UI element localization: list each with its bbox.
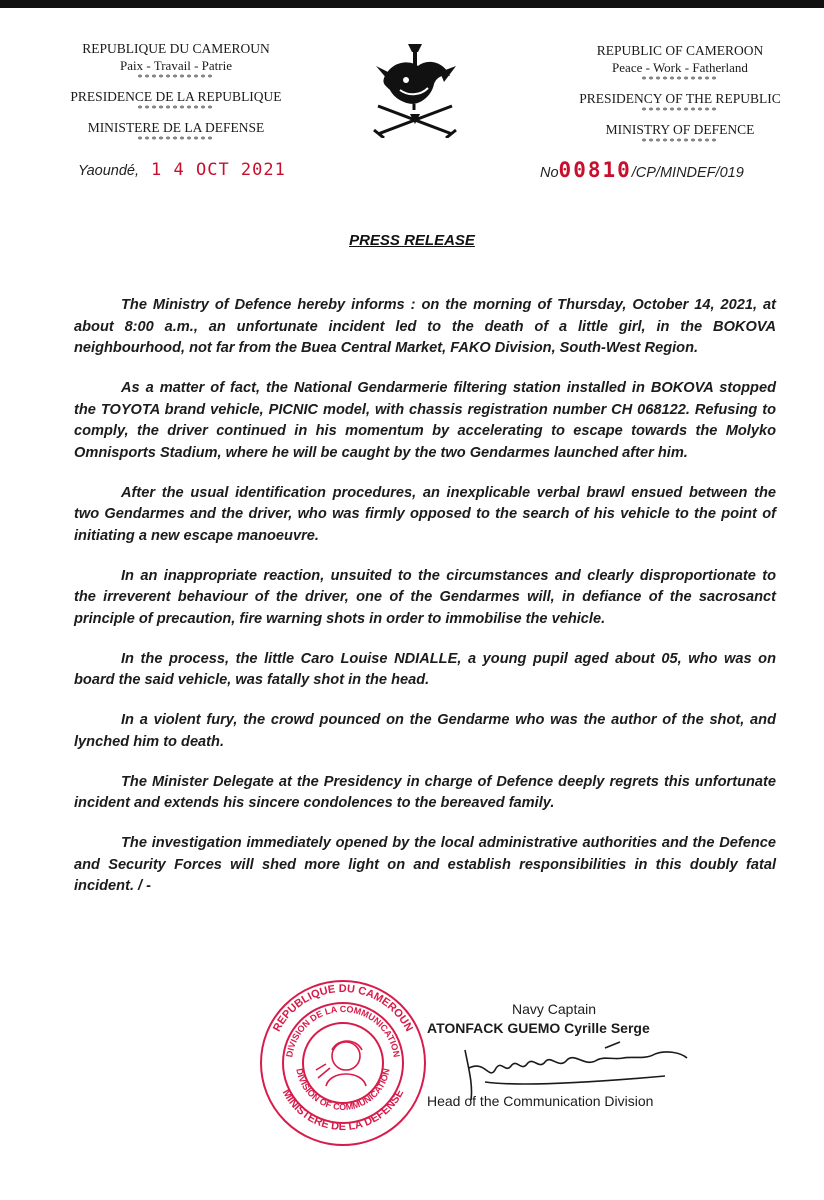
header-fr-presidency: PRESIDENCE DE LA REPUBLIQUE: [70, 89, 282, 104]
header-fr-country: REPUBLIQUE DU CAMEROUN: [82, 41, 270, 56]
seal-inner-bottom-text: DIVISION OF COMMUNICATION: [294, 1067, 392, 1113]
reference-number: [540, 158, 744, 182]
header-en-dots-2: ***********: [641, 106, 719, 117]
document-title: PRESS RELEASE: [349, 232, 475, 249]
header-french: [56, 40, 296, 146]
paragraph: The investigation immediately opened by the local administrative authorities and the Defence and Security Forces will shed more light on and establish responsibilities in this doubly fatal incident. / -: [74, 835, 776, 894]
seal-outer-top-text: REPUBLIQUE DU CAMEROUN: [271, 982, 415, 1034]
header-en-dots-3: ***********: [641, 137, 719, 148]
header-fr-dots-3: ***********: [137, 135, 215, 146]
header-fr-dots: ***********: [137, 73, 215, 84]
header-en-country: REPUBLIC OF CAMEROON: [596, 43, 764, 58]
paragraph: In an inappropriate reaction, unsuited to the circumstances and clearly disproportionate to the irreverent behaviour of the driver, one of the Gendarmes will, in defiance of the sacrosanct principle of precaution, fire warning shots in order to immobilise the vehicle.: [74, 567, 776, 627]
header-fr-ministry: MINISTERE DE LA DEFENSE: [87, 120, 265, 135]
signatory-rank: Navy Captain: [512, 1001, 597, 1017]
seal-outer-bottom-text: MINISTERE DE LA DEFENSE: [279, 1087, 407, 1134]
dateline: [78, 160, 286, 180]
header-en-ministry: MINISTRY OF DEFENCE: [605, 122, 755, 137]
paragraph: After the usual identification procedures, an inexplicable verbal brawl ensued between the two Gendarmes and the driver, who was firmly opposed to the search of his vehicle to the point of initiating a new escape manoeuvre.: [74, 484, 776, 544]
paragraph: In the process, the little Caro Louise NDIALLE, a young pupil aged about 05, who was on board the said vehicle, was fatally shot in the head.: [74, 650, 776, 688]
header-fr-dots-2: ***********: [137, 104, 215, 115]
header-en-dots: ***********: [641, 75, 719, 86]
top-black-bar: [0, 0, 824, 8]
header-en-motto: Peace - Work - Fatherland: [612, 60, 748, 75]
header-english: [560, 42, 800, 148]
paragraph: In a violent fury, the crowd pounced on the Gendarme who was the author of the shot, and lynched him to death.: [74, 712, 776, 750]
seal-inner-top-text: DIVISION DE LA COMMUNICATION: [284, 1003, 402, 1058]
paragraph: The Ministry of Defence hereby informs : on the morning of Thursday, October 14, 2021, at about 8:00 a.m., an unfortunate incident led to the death of a little girl, in the BOKOVA neighbourhood, not far from the Buea Central Market, FAKO Division, South-West Region.: [74, 297, 776, 356]
paragraph: As a matter of fact, the National Gendarmerie filtering station installed in BOKOVA stopped the TOYOTA brand vehicle, PICNIC model, with chassis registration number CH 068122. Refusing to comply, the driver continued in his momentum by accelerating to escape towards the Molyko Omnisports Stadium, where he will be caught by the two Gendarmes launched after him.: [74, 380, 776, 461]
paragraph: The Minister Delegate at the Presidency in charge of Defence deeply regrets this unfortunate incident and extends his sincere condolences to the bereaved family.: [74, 773, 776, 811]
header-fr-motto: Paix - Travail - Patrie: [120, 58, 232, 73]
signatory-name: ATONFACK GUEMO Cyrille Serge: [427, 1020, 650, 1036]
ministry-emblem-icon: [370, 38, 460, 138]
official-seal: [258, 978, 428, 1148]
dateline-place: Yaoundé,: [78, 163, 140, 179]
header-en-presidency: PRESIDENCY OF THE REPUBLIC: [579, 91, 781, 106]
reference-prefix: No: [540, 165, 559, 181]
press-release-body: [74, 295, 776, 916]
reference-stamped-number: 00810: [558, 158, 632, 182]
reference-suffix: /CP/MINDEF/019: [631, 165, 744, 181]
seal-portrait-icon: [316, 1041, 366, 1086]
signatory-role: Head of the Communication Division: [427, 1093, 654, 1109]
date-stamp: 1 4 OCT 2021: [151, 160, 286, 180]
